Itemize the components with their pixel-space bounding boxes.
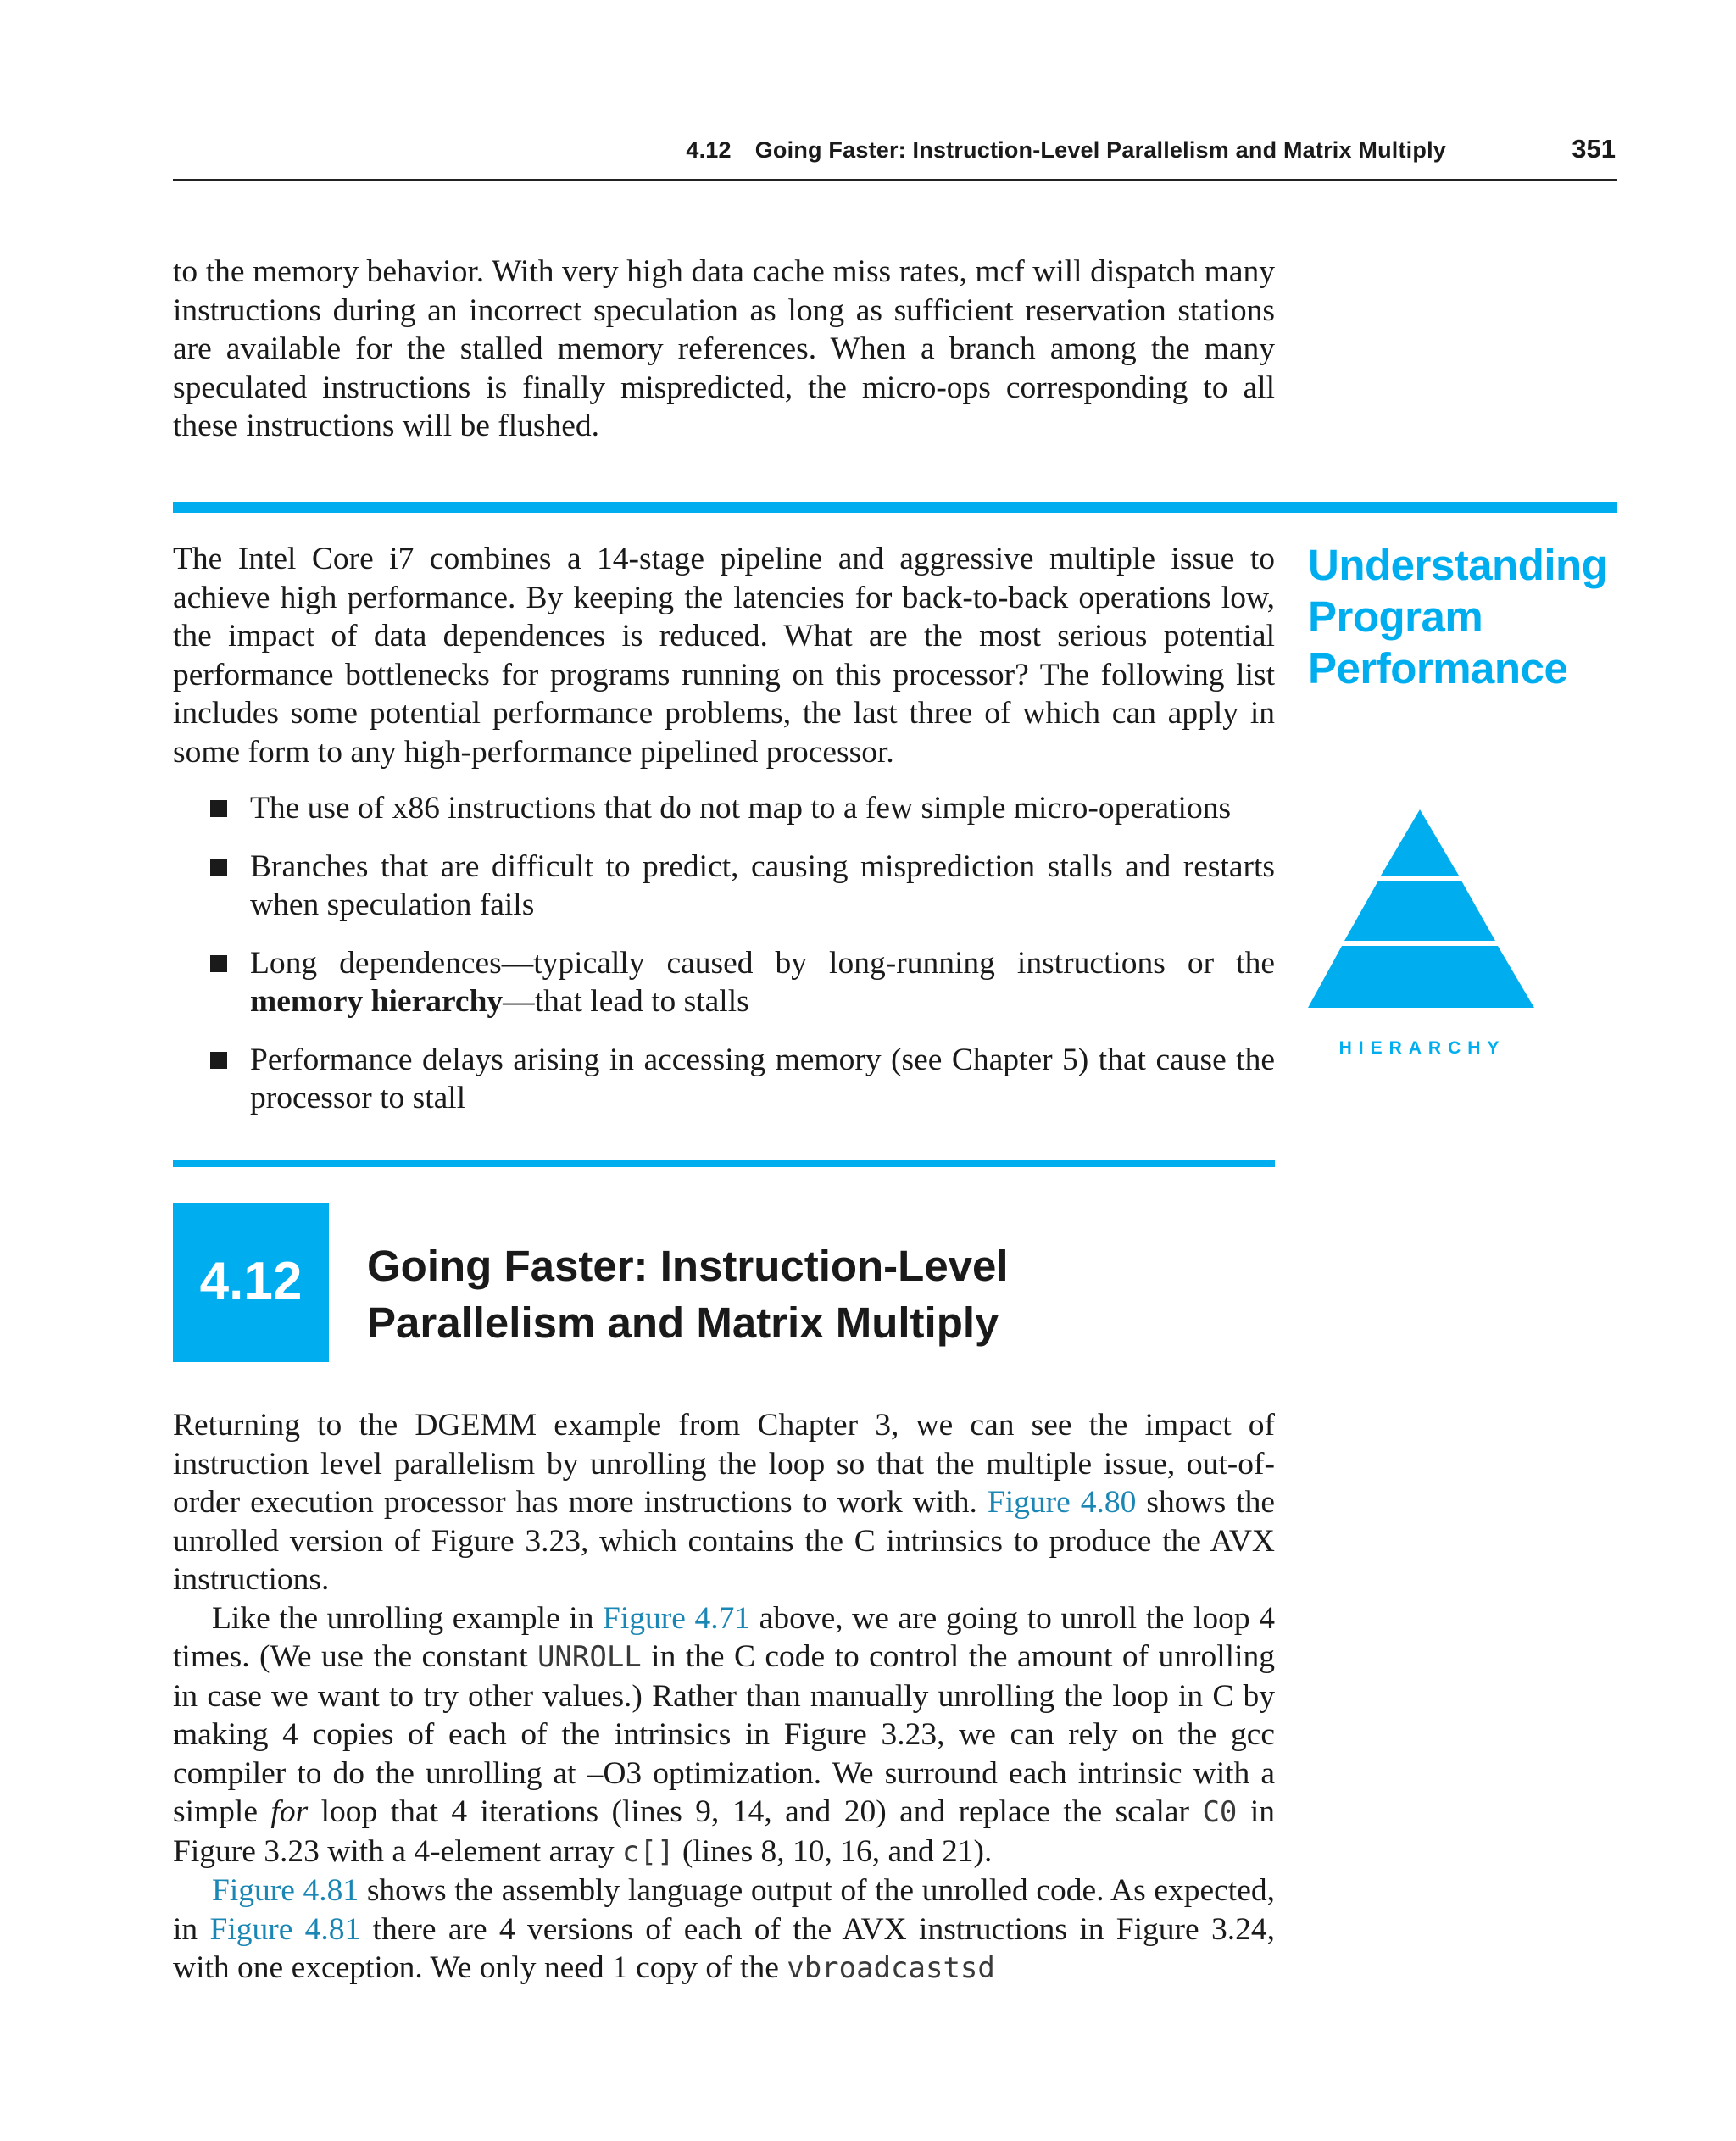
bullet-square-icon <box>210 955 227 972</box>
list-item-text-before: Long dependences—typically caused by long-running instructions or the <box>250 945 1275 981</box>
text-run: there are 4 versions of each of the AVX instructions in Figure 3.24, with one exception. We only need 1 copy of the <box>173 1911 1275 1985</box>
list-item <box>173 789 1275 828</box>
section-number: 4.12 <box>199 1252 303 1310</box>
italic-for: for <box>270 1794 309 1829</box>
list-item-text: Performance delays arising in accessing memory (see Chapter 5) that cause the processor to stall <box>250 1042 1275 1115</box>
running-header-section-number: 4.12 <box>686 137 732 163</box>
section-title-line2: Parallelism and Matrix Multiply <box>367 1299 999 1347</box>
box-top-rule <box>173 502 1617 513</box>
text-run: above, we are going to unroll the loop 4 times. (We use the constant <box>173 1600 1275 1674</box>
page-number: 351 <box>1572 134 1616 164</box>
bullet-square-icon <box>210 1052 227 1069</box>
intro-text: to the memory behavior. With very high data cache miss rates, mcf will dispatch many instructions during an incorrect speculation as long as sufficient reservation stations are available for the stalled memory references. When a branch among the many speculated instructions is finally mispredicted, the micro-ops corresponding to all these instructions will be flushed. <box>173 254 1275 443</box>
text-run: in Figure 3.23 with a 4-element array <box>173 1794 1276 1869</box>
figure-4-81-link[interactable]: Figure 4.81 <box>209 1911 361 1947</box>
text-run: loop that 4 iterations (lines 9, 14, and 20) and replace the scalar <box>308 1794 1203 1829</box>
text-run: Like the unrolling example in <box>212 1600 604 1636</box>
hierarchy-label: HIERARCHY <box>1338 1038 1506 1058</box>
pyramid-icon <box>1308 809 1537 1013</box>
list-item-text-after: —that lead to stalls <box>503 984 749 1019</box>
text-run: shows the assembly language output of the unrolled code. As expected, in <box>173 1873 1275 1947</box>
understanding-text: The Intel Core i7 combines a 14-stage pipeline and aggressive multiple issue to achieve high performance. By keeping the latencies for back-to-back operations low, the impact of data dependences is reduced. What are the most serious potential performance bottlenecks for programs running on this processor? The following list includes some potential performance problems, the last three of which can apply in some form to any high-performance pipelined processor. <box>173 542 1275 770</box>
list-item-text: The use of x86 instructions that do not map to a few simple micro-operations <box>250 791 1232 826</box>
body-text <box>173 1406 1275 1988</box>
bullet-square-icon <box>210 800 227 817</box>
bullet-list <box>173 789 1275 1137</box>
text-run: Returning to the DGEMM example from Chapter 3, we can see the impact of instruction level parallelism by unrolling the loop so that the multiple issue, out-of-order execution processor has more instructions to work with. <box>173 1408 1275 1520</box>
body-paragraph-2 <box>173 1599 1275 1872</box>
figure-4-81-link[interactable]: Figure 4.81 <box>212 1873 359 1908</box>
text-run: (lines 8, 10, 16, and 21). <box>674 1833 993 1869</box>
code-c-array: c[] <box>622 1834 675 1869</box>
intro-paragraph <box>173 253 1275 446</box>
figure-4-71-link[interactable]: Figure 4.71 <box>603 1600 751 1636</box>
section-title <box>367 1237 1299 1351</box>
code-vbroadcastsd: vbroadcastsd <box>787 1951 995 1985</box>
body-paragraph-3 <box>173 1871 1275 1988</box>
text-run: shows the unrolled version of Figure 3.23, which contains the C intrinsics to produce the AVX instructions. <box>173 1485 1275 1597</box>
list-item <box>173 1041 1275 1118</box>
body-paragraph-1 <box>173 1406 1275 1599</box>
header-rule <box>173 179 1617 181</box>
understanding-paragraph <box>173 540 1275 771</box>
figure-4-80-link[interactable]: Figure 4.80 <box>987 1485 1137 1520</box>
text-run: in the C code to control the amount of unrolling in case we want to try other values.) Rather than manually unrolling the loop in C by making 4 copies of each of the intrinsics in Figure 3.23, we can rely on the gcc compiler to do the unrolling at –O3 optimization. We surround each intrinsic with a simple <box>173 1639 1275 1829</box>
sidebar-title: Understanding Program Performance <box>1308 541 1608 692</box>
code-c0: C0 <box>1202 1795 1238 1829</box>
key-term-memory-hierarchy: memory hierarchy <box>250 984 504 1019</box>
list-item <box>173 944 1275 1021</box>
bullet-square-icon <box>210 859 227 876</box>
list-item-text: Branches that are difficult to predict, causing misprediction stalls and restarts when speculation fails <box>250 848 1275 922</box>
box-bottom-rule <box>173 1160 1275 1167</box>
running-header-title-text: Going Faster: Instruction-Level Parallelism and Matrix Multiply <box>754 137 1446 163</box>
code-unroll: UNROLL <box>537 1640 642 1674</box>
section-title-line1: Going Faster: Instruction-Level <box>367 1242 1009 1290</box>
running-header <box>173 134 1617 168</box>
list-item <box>173 848 1275 925</box>
running-header-title <box>686 137 1446 164</box>
